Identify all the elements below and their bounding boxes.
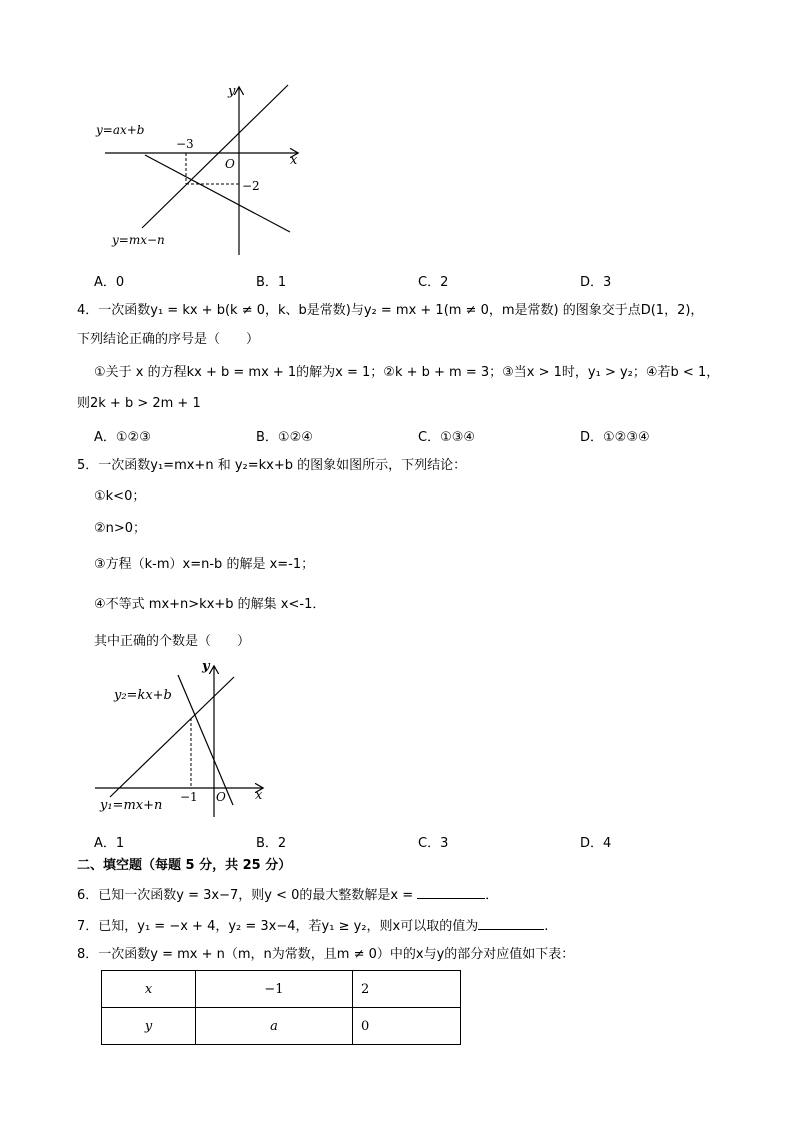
- q6-answer-blank[interactable]: [417, 884, 485, 899]
- table-cell: a: [196, 1008, 353, 1045]
- q4-line3: ①关于 x 的方程kx + b = mx + 1的解为x = 1；②k + b + m = 3；③当x > 1时，y₁ > y₂；④若b < 1，: [94, 365, 720, 380]
- table-cell: −1: [196, 971, 353, 1008]
- q7: [77, 915, 548, 936]
- table-row: [102, 1008, 461, 1045]
- x-axis-label: x: [290, 153, 298, 168]
- table-cell: y: [102, 1008, 196, 1045]
- q7-answer-blank[interactable]: [478, 915, 544, 930]
- q3-option-c[interactable]: C．2: [418, 275, 449, 290]
- q4-line2: 下列结论正确的序号是（ ）: [77, 332, 260, 347]
- y-axis-label: y: [202, 659, 210, 674]
- q6-text: 6．已知一次函数y = 3x−7，则y < 0的最大整数解是x =: [77, 888, 418, 903]
- line-y2: [178, 675, 233, 805]
- table-cell: 2: [353, 971, 461, 1008]
- q5-line1: 5．一次函数y₁=mx+n 和 y₂=kx+b 的图象如图所示，下列结论：: [77, 458, 467, 473]
- tick-neg2: −2: [242, 179, 260, 193]
- table-row: [102, 971, 461, 1008]
- q4-option-b[interactable]: B．①②④: [256, 430, 313, 445]
- q4-line4: 则2k + b > 2m + 1: [77, 396, 201, 411]
- table-cell: 0: [353, 1008, 461, 1045]
- q4-option-c[interactable]: C．①③④: [418, 430, 476, 445]
- q7-text: 7．已知，y₁ = −x + 4，y₂ = 3x−4，若y₁ ≥ y₂，则x可以取的值为: [77, 919, 479, 934]
- q3-option-a[interactable]: A．0: [94, 275, 125, 290]
- section-heading: 二、填空题（每题 5 分，共 25 分）: [77, 858, 292, 873]
- q5-option-d[interactable]: D．4: [580, 836, 612, 851]
- tick-neg3: −3: [176, 137, 194, 151]
- q5-statement1: ①k<0；: [94, 489, 146, 504]
- q4-line1: 4．一次函数y₁ = kx + b(k ≠ 0，k、b是常数)与y₂ = mx + 1(m ≠ 0，m是常数) 的图象交于点D(1，2)，: [77, 303, 704, 318]
- q5-statement3: ③方程（k-m）x=n-b 的解是 x=-1；: [94, 557, 315, 572]
- line-ax-b: [145, 155, 290, 232]
- q5-statement2: ②n>0；: [94, 521, 147, 536]
- line-y1-label: y₁=mx+n: [100, 798, 163, 813]
- origin-label: O: [225, 157, 235, 171]
- line-y2-label: y₂=kx+b: [114, 688, 172, 703]
- q5-option-b[interactable]: B．2: [256, 836, 287, 851]
- q8-line1: 8．一次函数y = mx + n（m，n为常数，且m ≠ 0）中的x与y的部分对应值如下表：: [77, 947, 575, 962]
- q4-option-d[interactable]: D．①②③④: [580, 430, 650, 445]
- q4-option-a[interactable]: A．①②③: [94, 430, 151, 445]
- q5-statement4: ④不等式 mx+n>kx+b 的解集 x<-1．: [94, 597, 326, 612]
- x-axis-label: x: [255, 788, 263, 803]
- line-mx-n: [142, 85, 288, 228]
- tick-neg1: −1: [180, 790, 198, 804]
- q5-prompt: 其中正确的个数是（ ）: [94, 634, 251, 649]
- q6-end: ．: [485, 888, 499, 903]
- y-axis-label: y: [228, 84, 236, 99]
- origin-label: O: [216, 790, 226, 804]
- value-table: [101, 970, 461, 1045]
- q5-option-a[interactable]: A．1: [94, 836, 125, 851]
- line-ax-b-label: y=ax+b: [96, 123, 145, 137]
- q3-option-b[interactable]: B．1: [256, 275, 287, 290]
- q7-end: .: [544, 919, 549, 934]
- graph-1: [90, 80, 320, 265]
- q3-option-d[interactable]: D．3: [580, 275, 612, 290]
- line-mx-n-label: y=mx−n: [112, 233, 165, 247]
- q5-option-c[interactable]: C．3: [418, 836, 449, 851]
- graph-2: [90, 655, 280, 825]
- q6: [77, 884, 498, 905]
- table-cell: x: [102, 971, 196, 1008]
